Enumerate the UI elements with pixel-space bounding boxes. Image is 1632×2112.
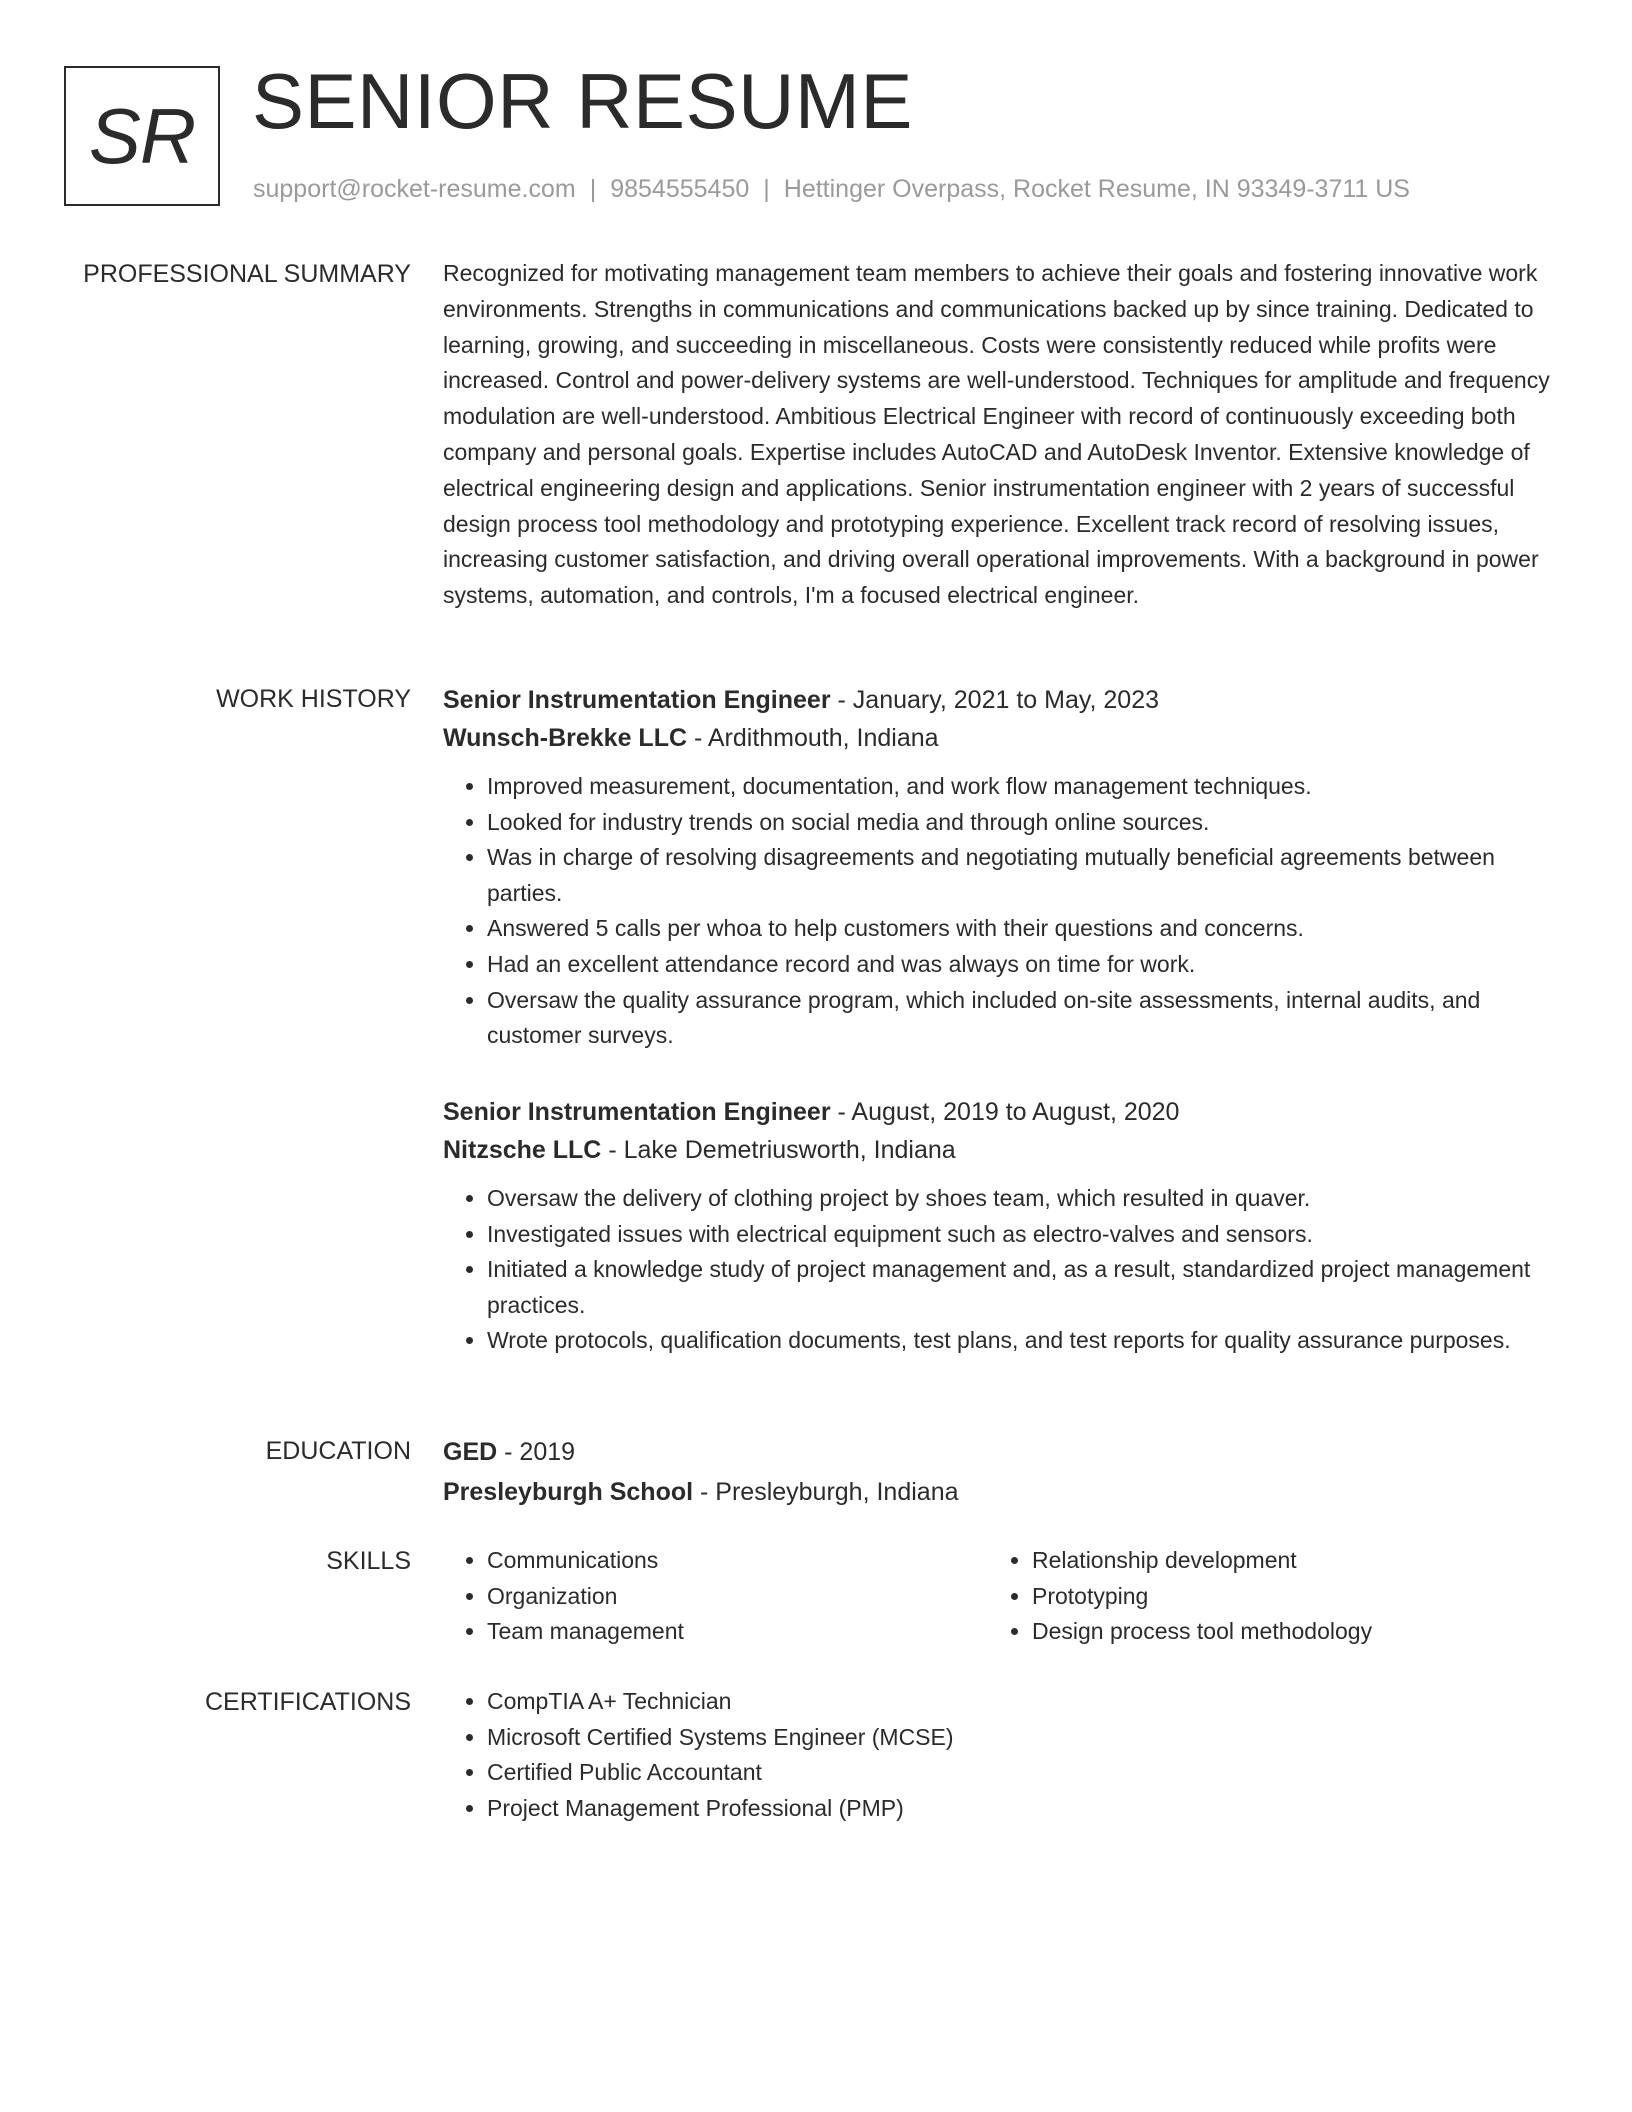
job-entry (443, 681, 1551, 1054)
job-company: Nitzsche LLC (443, 1136, 602, 1164)
job-bullet: • Investigated issues with electrical equipment such as electro-valves and sensors. (487, 1217, 1551, 1253)
skills-grid (443, 1543, 1551, 1650)
monogram-logo (64, 66, 220, 206)
resume-name: SENIOR RESUME (252, 57, 913, 145)
job-dates: - January, 2021 to May, 2023 (837, 686, 1159, 714)
education-school-line (443, 1473, 1551, 1511)
certifications-label: CERTIFICATIONS (204, 1688, 411, 1716)
skills-column-left (443, 1543, 988, 1650)
job-title-line (443, 681, 1551, 719)
education-label: EDUCATION (265, 1437, 411, 1465)
contact-separator: | (763, 175, 770, 203)
education-entry (443, 1433, 1551, 1511)
certifications-list (443, 1684, 1551, 1826)
monogram-text: SR (88, 91, 196, 180)
skills-column-right (988, 1543, 1533, 1650)
certification-item: • Microsoft Certified Systems Engineer (MCSE) (487, 1720, 1551, 1756)
education-location: - Presleyburgh, Indiana (700, 1478, 959, 1506)
job-bullet: • Wrote protocols, qualification documents, test plans, and test reports for quality assurance purposes. (487, 1323, 1551, 1359)
job-dates: - August, 2019 to August, 2020 (837, 1098, 1180, 1126)
skill-item: • Communications (487, 1543, 988, 1579)
skills-list (443, 1543, 988, 1650)
job-location: - Ardithmouth, Indiana (693, 724, 939, 752)
skills-label: SKILLS (326, 1547, 411, 1575)
summary-text: Recognized for motivating management team members to achieve their goals and fostering innovative work environments. Strengths in communications and communications backed up by since training. Dedicated to learning, growing, and succeeding in miscellaneous. Costs were consistently reduced while profits were increased. Control and power-delivery systems are well-understood. Techniques for amplitude and frequency modulation are well-understood. Ambitious Electrical Engineer with record of continuously exceeding both company and personal goals. Expertise includes AutoCAD and AutoDesk Inventor. Extensive knowledge of electrical engineering design and applications. Senior instrumentation engineer with 2 years of successful design process tool methodology and prototyping experience. Excellent track record of resolving issues, increasing customer satisfaction, and driving overall operational improvements. With a background in power systems, automation, and controls, I'm a focused electrical engineer. (443, 260, 1550, 609)
skill-item: • Relationship development (1032, 1543, 1533, 1579)
skill-item: • Design process tool methodology (1032, 1614, 1533, 1650)
job-company-line (443, 719, 1551, 757)
skill-item: • Prototyping (1032, 1579, 1533, 1615)
skills-list (988, 1543, 1533, 1650)
education-degree-line (443, 1433, 1551, 1471)
contact-separator: | (589, 175, 597, 203)
job-bullets (443, 1181, 1551, 1359)
job-company: Wunsch-Brekke LLC (443, 724, 688, 752)
job-bullet: • Was in charge of resolving disagreements and negotiating mutually beneficial agreements between parties. (487, 840, 1551, 911)
job-bullet: • Answered 5 calls per whoa to help customers with their questions and concerns. (487, 911, 1551, 947)
job-bullet: • Oversaw the delivery of clothing project by shoes team, which resulted in quaver. (487, 1181, 1551, 1217)
certifications-content (443, 1684, 1551, 1826)
contact-address: Hettinger Overpass, Rocket Resume, IN 93349-3711 US (783, 175, 1410, 203)
job-title-line (443, 1093, 1551, 1131)
certification-item: • Project Management Professional (PMP) (487, 1791, 1551, 1827)
education-year: - 2019 (504, 1438, 576, 1466)
contact-phone: 9854555450 (610, 175, 750, 203)
job-location: - Lake Demetriusworth, Indiana (608, 1136, 956, 1164)
contact-line (253, 172, 1410, 206)
job-title: Senior Instrumentation Engineer (443, 686, 831, 714)
contact-email: support@rocket-resume.com (253, 175, 576, 203)
job-entry (443, 1093, 1551, 1359)
skill-item: • Team management (487, 1614, 988, 1650)
job-bullets (443, 769, 1551, 1054)
education-school: Presleyburgh School (443, 1478, 694, 1506)
summary-label: PROFESSIONAL SUMMARY (83, 260, 411, 288)
certification-item: • Certified Public Accountant (487, 1755, 1551, 1791)
work-history-label: WORK HISTORY (216, 685, 411, 713)
skill-item: • Organization (487, 1579, 988, 1615)
education-degree: GED (443, 1438, 498, 1466)
job-bullet: • Initiated a knowledge study of project management and, as a result, standardized project management practices. (487, 1252, 1551, 1323)
job-bullet: • Oversaw the quality assurance program, which included on-site assessments, internal audits, and customer surveys. (487, 983, 1551, 1054)
job-bullet: • Looked for industry trends on social media and through online sources. (487, 805, 1551, 841)
job-company-line (443, 1131, 1551, 1169)
certification-item: • CompTIA A+ Technician (487, 1684, 1551, 1720)
job-bullet: • Had an excellent attendance record and was always on time for work. (487, 947, 1551, 983)
job-title: Senior Instrumentation Engineer (443, 1098, 831, 1126)
job-bullet: • Improved measurement, documentation, and work flow management techniques. (487, 769, 1551, 805)
